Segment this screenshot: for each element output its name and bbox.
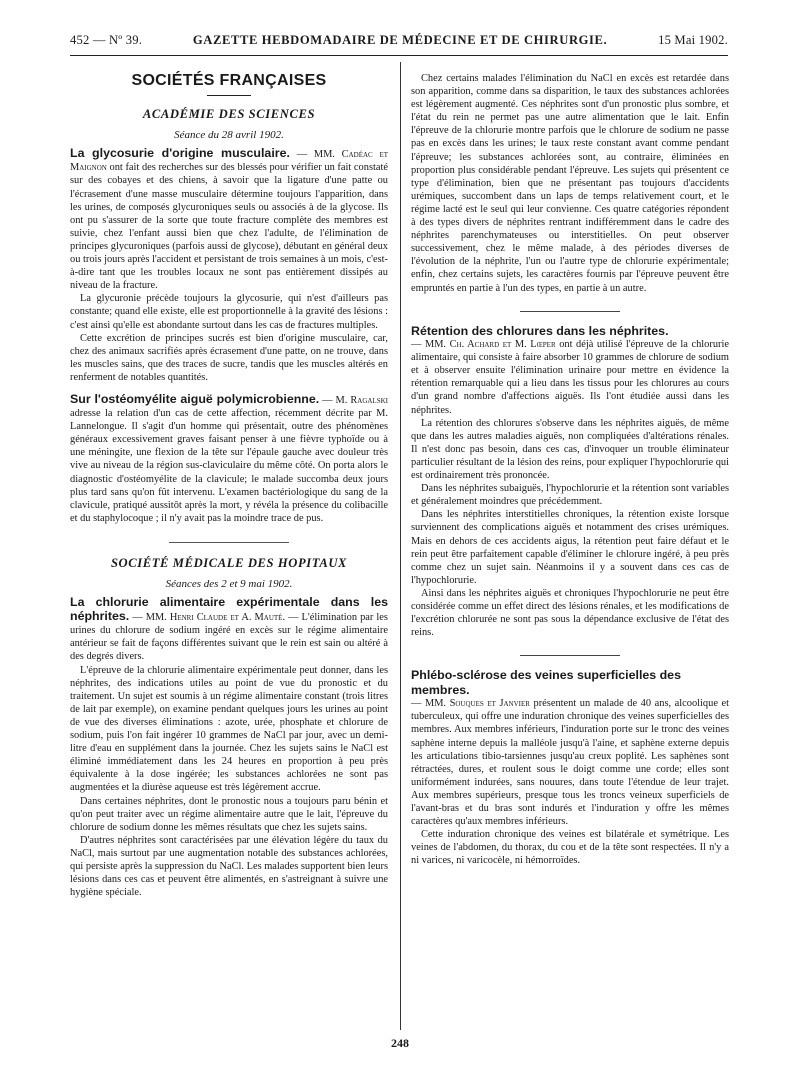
article-title: Sur l'ostéomyélite aiguë polymicrobienne. — [70, 391, 320, 406]
hospitals-heading: SOCIÉTÉ MÉDICALE DES HOPITAUX — [110, 555, 348, 570]
article-paragraph: Cette induration chronique des veines est bilatérale et symétrique. Les veines de l'abdomen, du thorax, du cou et de la tête sont respectées. Il n'y a ni varices, ni varicocèle, ni hémorroïdes. — [411, 829, 729, 867]
header-rule — [70, 55, 728, 56]
article-paragraph: adresse la relation d'un cas de cette affection, récemment décrite par M. Lannelongue. Il s'agit d'un homme qui présentait, outre des phénomènes généraux excessivement graves faisant penser à une fièvre typhoïde ou à une méningite, une flexion de la tête sur l'épaule gauche avec douleur très vive au niveau de la région sus-claviculaire du même côté. On porta alors le diagnostic d'ostéomyélite de la clavicule; le malade succomba deux jours plus tard sans qu'on fût intervenu. L'examen bactériologique du sang de la clavicule, pratiqué aussitôt après la mort, y révéla la présence du colibacille et du staphylocoque ; il n'y avait pas la moindre trace de pus. — [70, 408, 388, 524]
article-paragraph: Cette excrétion de principes sucrés est bien d'origine musculaire, car, chez des animaux sacrifiés après écrasement d'une patte, on ne trouve, dans les muscles sains, que des traces de sucre, tandis que les muscles altérés en renferment de notables quantités. — [70, 332, 388, 383]
article-title: Phlébo-sclérose des veines superficielles des membres. — [411, 668, 681, 697]
article-osteomyelite — [70, 393, 388, 525]
left-column — [70, 68, 388, 899]
article-divider — [520, 655, 620, 656]
article-paragraph: — L'élimination par les urines du chlorure de sodium ingéré en excès sur le régime alimentaire antérieur se fait de façons différentes suivant que le rein est sain ou altéré à des degrés divers. — [70, 612, 388, 663]
article-chlorurie-title — [70, 596, 388, 663]
right-column — [411, 72, 729, 867]
header-page-number: 452 — [70, 33, 90, 47]
article-paragraph: La glycuronie précède toujours la glycosurie, qui n'est d'ailleurs pas constante; quand elle existe, elle est proportionnelle à la gravité des lésions : c'est ainsi qu'elle est abondante surtout dans les cas de fractures multiples. — [70, 293, 388, 331]
article-title: La chlorurie alimentaire expérimentale dans les néphrites. — [70, 595, 388, 624]
article-paragraph: D'autres néphrites sont caractérisées par une élévation légère du taux du NaCl, mais surtout par une augmentation notable des substances achlorées, qui persiste après la suppression du NaCl. Les malades supportent bien leurs lésions dans ces cas et peuvent être alimentés, en s'astreignant à suivre une hygiène spéciale. — [70, 834, 389, 899]
article-paragraph: ont déjà utilisé l'épreuve de la chlorurie alimentaire, qui consiste à faire absorber 10 grammes de chlorure de sodium et à observer ensuite l'élimination urinaire pour mettre en évidence la rétention remarquable qui a lieu dans les tissus pour les chlorures au cours d'un grand nombre d'affections aiguës. Ils l'ont étudiée aussi dans les néphrites. — [411, 339, 729, 416]
header-date: 15 Mai 1902. — [658, 33, 728, 47]
article-title: La glycosurie d'origine musculaire. — [70, 146, 290, 161]
article-retention — [411, 338, 729, 417]
article-paragraph: Dans les néphrites interstitielles chroniques, la rétention existe lorsque surviennent des complications aiguës et notamment des crises urémiques. Mais en dehors de ces accidents aigus, la rétention peut faire défaut et le rein peut être parfaitement capable d'éliminer le chlorure ingéré, à peu près comme chez un sujet sain. Néanmoins il y a souvent dans ces cas de l'hypochlorurie. — [411, 509, 729, 586]
article-authors: — MM. Henri Claude et A. Mauté. — [132, 612, 286, 624]
page-number-footer: 248 — [391, 1036, 409, 1050]
running-header — [70, 33, 728, 51]
article-divider — [520, 311, 620, 312]
academy-heading: ACADÉMIE DES SCIENCES — [142, 107, 316, 122]
article-authors: — MM. Cadéac et Maignon — [70, 149, 389, 174]
article-paragraph: Ainsi dans les néphrites aiguës et chroniques l'hypochlorurie ne peut être considérée comme un effet direct des lésions rénales, et les modifications de l'excrétion chlorurée ne sont pas sous la dépendance exclusive de l'état des reins. — [411, 587, 729, 639]
article-authors: — MM. Ch. Achard et M. Lœper — [411, 339, 556, 351]
section-title: SOCIÉTÉS FRANÇAISES — [131, 72, 327, 89]
article-paragraph: Dans certaines néphrites, dont le pronostic nous a toujours paru bénin et qu'on peut traiter avec un régime alimentaire autre que le lait, l'épreuve du chlorure de sodium donne les mêmes résultats que chez les sujets sains. — [70, 795, 388, 833]
article-paragraph: Dans les néphrites subaiguës, l'hypochlorurie et la rétention sont variables et généralement moindres que précédemment. — [411, 483, 729, 508]
header-page-issue — [70, 33, 142, 48]
header-journal-title: GAZETTE HEBDOMADAIRE DE MÉDECINE ET DE CHIRURGIE. — [192, 33, 608, 47]
article-authors: — M. Ragalski — [322, 394, 388, 406]
article-phlebo — [411, 697, 729, 828]
article-glycosurie — [70, 147, 388, 292]
article-paragraph: Chez certains malades l'élimination du NaCl en excès est retardée dans son apparition, comme dans sa disparition, le taux des substances achlorées est légèrement augmenté. Ces néphrites sont d'un pronostic plus sombre, et l'état du rein ne permet pas une autre alimentation que le lait. Enfin l'épreuve de la chlorurie montre parfois que le chlorure de sodium ne passe pas en excès dans les urines; le taux reste constant avant comme pendant l'épreuve; les substances achlorées sont, au contraire, éliminées en proportion plus considérable pendant l'épreuve. Les sujets qui présentent ce type d'élimination, bien que ne présentant pas toujours d'accidents urémiques, succombent dans un laps de temps relativement court, et le régime lacté est le seul qui leur convienne. Ces quatre catégories répondent à des types divers de néphrites rentrant indifféremment dans le cadre des néphrites parenchymateuses ou interstitielles. On peut observer successivement, chez le même malade, à des périodes diverses de l'évolution de la néphrite, l'un ou l'autre type de chlorurie expérimentale; enfin, chez certains sujets, les caractères fournis par l'épreuve peuvent être empruntés en partie à l'un des types, en partie à un autre. — [411, 73, 729, 294]
article-paragraph: L'épreuve de la chlorurie alimentaire expérimentale peut donner, dans les néphrites, des indications utiles au point de vue du pronostic et du traitement. Un sujet est soumis à un régime alimentaire constant (trois litres de lait par exemple), on examine pendant quelques jours les urines au point de vue des diverses éliminations : azote, urée, phosphate et chlorure de sodium, puis l'on fait ingérer 10 grammes de NaCl par jour, avec un demi-litre d'eau en supplément dans la journée. Chez les sujets sains le NaCl est éliminé immédiatement dans les 24 heures en proportion à peu près équivalente à la dose ingérée; les substances achlorées ne sont pas augmentées et la diurèse aqueuse est très légèrement accrue. — [70, 664, 388, 794]
header-issue: — Nº 39. — [92, 33, 143, 47]
article-paragraph: ont fait des recherches sur des blessés pour vérifier un fait constaté sur des cobayes et des chiens, à savoir que la ligature d'une patte ou l'écrasement d'une masse musculaire détermine toujours l'apparition, dans les urines, de composés glycuroniques seuls ou associés à de la glycose. Ils ont pu s'assurer de la sorte que toute fracture complète des membres est suivie, chez l'enfant aussi bien que chez l'adulte, de l'élimination de principes glycuroniques (parfois aussi de glycose), débutant en général deux ou trois jours après l'accident et persistant de trois semaines à un mois, c'est-à-dire tant que les troubles locaux ne sont pas entièrement dissipés au niveau de la fracture. — [70, 162, 388, 292]
hospitals-session-date: Séances des 2 et 9 mai 1902. — [165, 578, 293, 590]
section-divider — [169, 542, 289, 543]
article-authors: — MM. Souques et Janvier — [411, 698, 530, 710]
column-divider — [400, 62, 401, 1030]
article-title: Rétention des chlorures dans les néphrites. — [411, 323, 669, 338]
section-title-rule — [207, 95, 251, 96]
article-paragraph: La rétention des chlorures s'observe dans les néphrites aiguës, de même que dans les autres maladies aiguës, non compliquées d'altérations rénales. Il n'est donc pas besoin, dans ces cas, d'invoquer un trouble éliminateur particulier résultant de la lésion des reins, pour expliquer l'hypochlorurie qui est ordinairement très prononcée. — [411, 417, 729, 482]
article-paragraph: présentent un malade de 40 ans, alcoolique et tuberculeux, qui offre une induration chronique des veines superficielles des membres. Aux membres inférieurs, l'induration porte sur le tronc des veines saphène interne depuis la malléole jusqu'à l'aine, et saphène externe depuis les articulations tibio-tarsiennes jusqu'au creux poplité. Les saphènes sont rétractées, dures, et roulent sous le doigt comme une corde; elles sont uniformément indurées, sans nouures, dans toute l'étendue de leur trajet. Aux membres supérieurs, presque tous les troncs veineux superficiels de l'avant-bras et du bras sont indurés et l'induration y offre les mêmes caractères qu'aux membres inférieurs. — [411, 698, 729, 828]
academy-session-date: Séance du 28 avril 1902. — [174, 129, 284, 142]
